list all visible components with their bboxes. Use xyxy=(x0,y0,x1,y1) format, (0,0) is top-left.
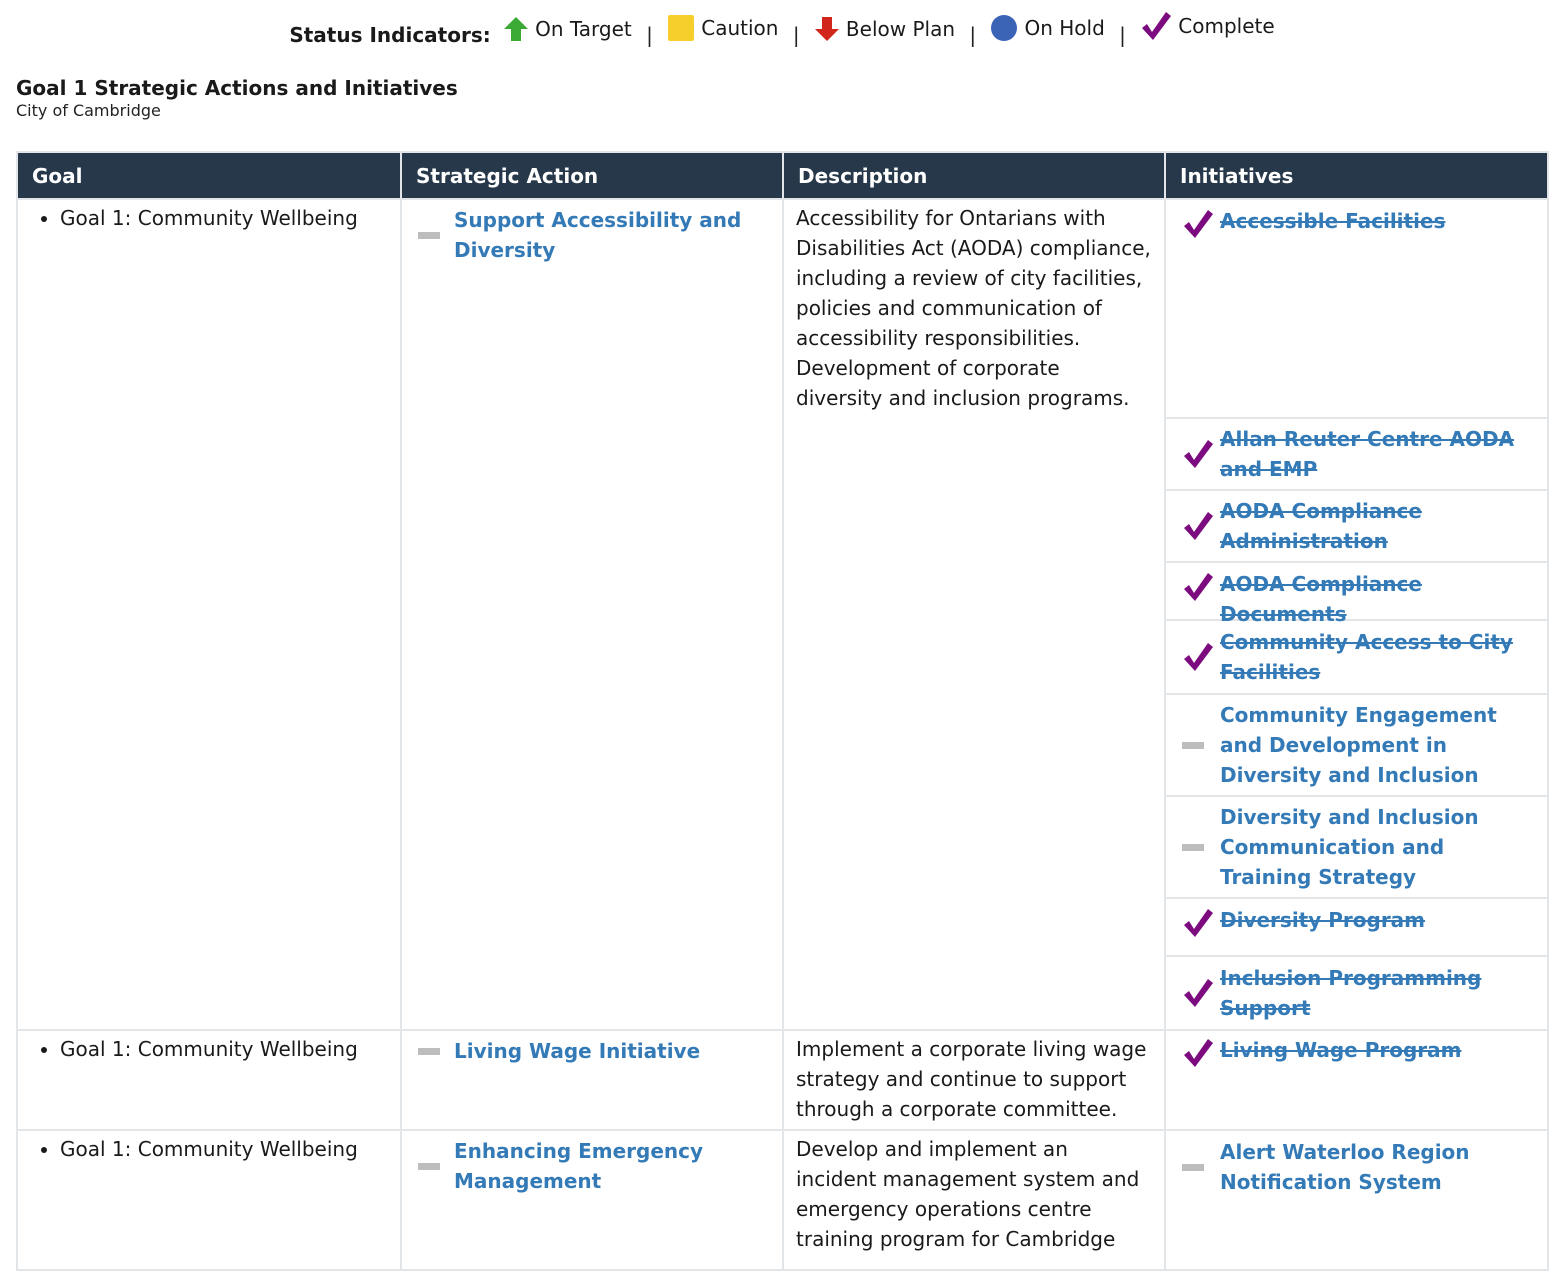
goal-cell xyxy=(17,1130,401,1270)
legend-complete: Complete xyxy=(1140,10,1274,42)
page-subtitle: City of Cambridge xyxy=(16,101,161,120)
initiative-item xyxy=(1166,491,1547,563)
checkmark-icon xyxy=(1182,208,1218,240)
legend-caution: Caution xyxy=(667,12,778,44)
initiatives-cell xyxy=(1165,1130,1548,1270)
title-block xyxy=(16,75,458,121)
initiative-item xyxy=(1166,419,1547,491)
goal-cell xyxy=(17,199,401,1030)
initiatives-cell xyxy=(1165,1030,1548,1130)
initiative-link[interactable]: AODA Compliance Documents xyxy=(1220,572,1422,626)
description-cell: Develop and implement an incident management system and emergency operations centre training program for Cambridge xyxy=(783,1130,1165,1270)
no-status-icon xyxy=(418,1048,440,1055)
checkmark-icon xyxy=(1182,510,1218,542)
strategic-action-link[interactable]: Living Wage Initiative xyxy=(454,1039,701,1063)
square-icon xyxy=(667,14,695,42)
initiative-link[interactable]: Diversity Program xyxy=(1220,908,1426,932)
initiative-item xyxy=(1166,899,1547,957)
no-status-icon xyxy=(1182,742,1218,749)
table-row xyxy=(17,1030,1548,1130)
legend-on-hold: On Hold xyxy=(990,12,1104,44)
checkmark-icon xyxy=(1182,438,1218,470)
legend-below-plan: Below Plan xyxy=(814,13,955,45)
column-header-initiatives: Initiatives xyxy=(1165,152,1548,199)
initiative-item xyxy=(1166,797,1547,899)
description-cell: Implement a corporate living wage strategy and continue to support through a corporate committee. xyxy=(783,1030,1165,1130)
initiative-item xyxy=(1166,621,1547,695)
strategic-action-cell xyxy=(401,199,783,1030)
goal-label: • Goal 1: Community Wellbeing xyxy=(60,1034,400,1064)
initiative-link[interactable]: Alert Waterloo Region Notification System xyxy=(1220,1140,1470,1194)
initiative-link[interactable]: Accessible Facilities xyxy=(1220,209,1446,233)
checkmark-icon xyxy=(1182,1037,1218,1069)
description-cell: Accessibility for Ontarians with Disabilities Act (AODA) compliance, including a review of city facilities, policies and communication of accessibility responsibilities. Development of corporate diversity and inclusion programs. xyxy=(783,199,1165,1030)
checkmark-icon xyxy=(1182,641,1218,673)
no-status-icon xyxy=(418,1163,440,1170)
initiative-item xyxy=(1166,957,1547,1029)
no-status-icon xyxy=(1182,844,1218,851)
table-row xyxy=(17,199,1548,1030)
legend-on-target: On Target xyxy=(503,13,632,45)
initiative-item xyxy=(1166,695,1547,797)
page-title: Goal 1 Strategic Actions and Initiatives xyxy=(16,76,458,100)
initiative-link[interactable]: Allan Reuter Centre AODA and EMP xyxy=(1220,427,1515,481)
initiative-link[interactable]: Living Wage Program xyxy=(1220,1038,1462,1062)
column-header-description: Description xyxy=(783,152,1165,199)
initiative-link[interactable]: Community Access to City Facilities xyxy=(1220,630,1513,684)
strategic-action-link[interactable]: Enhancing Emergency Management xyxy=(454,1139,704,1193)
initiative-item xyxy=(1166,200,1547,419)
column-header-strategic-action: Strategic Action xyxy=(401,152,783,199)
checkmark-icon xyxy=(1140,10,1172,42)
goal-label: • Goal 1: Community Wellbeing xyxy=(60,1134,400,1164)
initiative-item xyxy=(1166,1031,1547,1073)
initiative-link[interactable]: AODA Compliance Administration xyxy=(1220,499,1422,553)
checkmark-icon xyxy=(1182,907,1218,939)
initiative-item xyxy=(1166,1131,1547,1201)
no-status-icon xyxy=(1182,1164,1218,1171)
table-header-row xyxy=(17,152,1548,199)
checkmark-icon xyxy=(1182,571,1218,603)
initiative-link[interactable]: Community Engagement and Development in Diversity and Inclusion xyxy=(1220,703,1497,787)
strategic-actions-table xyxy=(16,151,1549,1271)
down-arrow-icon xyxy=(814,16,840,42)
initiative-link[interactable]: Inclusion Programming Support xyxy=(1220,966,1482,1020)
legend-label: Status Indicators: xyxy=(289,23,491,47)
goal-cell xyxy=(17,1030,401,1130)
circle-icon xyxy=(990,14,1018,42)
goal-label: • Goal 1: Community Wellbeing xyxy=(60,203,400,233)
column-header-goal: Goal xyxy=(17,152,401,199)
status-legend: Status Indicators: On Target | Caution | Below Plan | On Hold | Complete xyxy=(0,10,1564,51)
strategic-action-cell xyxy=(401,1030,783,1130)
table-row xyxy=(17,1130,1548,1270)
strategic-action-link[interactable]: Support Accessibility and Diversity xyxy=(454,208,742,262)
no-status-icon xyxy=(418,232,440,239)
checkmark-icon xyxy=(1182,977,1218,1009)
initiative-item xyxy=(1166,563,1547,626)
strategic-action-cell xyxy=(401,1130,783,1270)
initiative-link[interactable]: Diversity and Inclusion Communication and Training Strategy xyxy=(1220,805,1479,889)
up-arrow-icon xyxy=(503,16,529,42)
initiatives-cell xyxy=(1165,199,1548,1030)
